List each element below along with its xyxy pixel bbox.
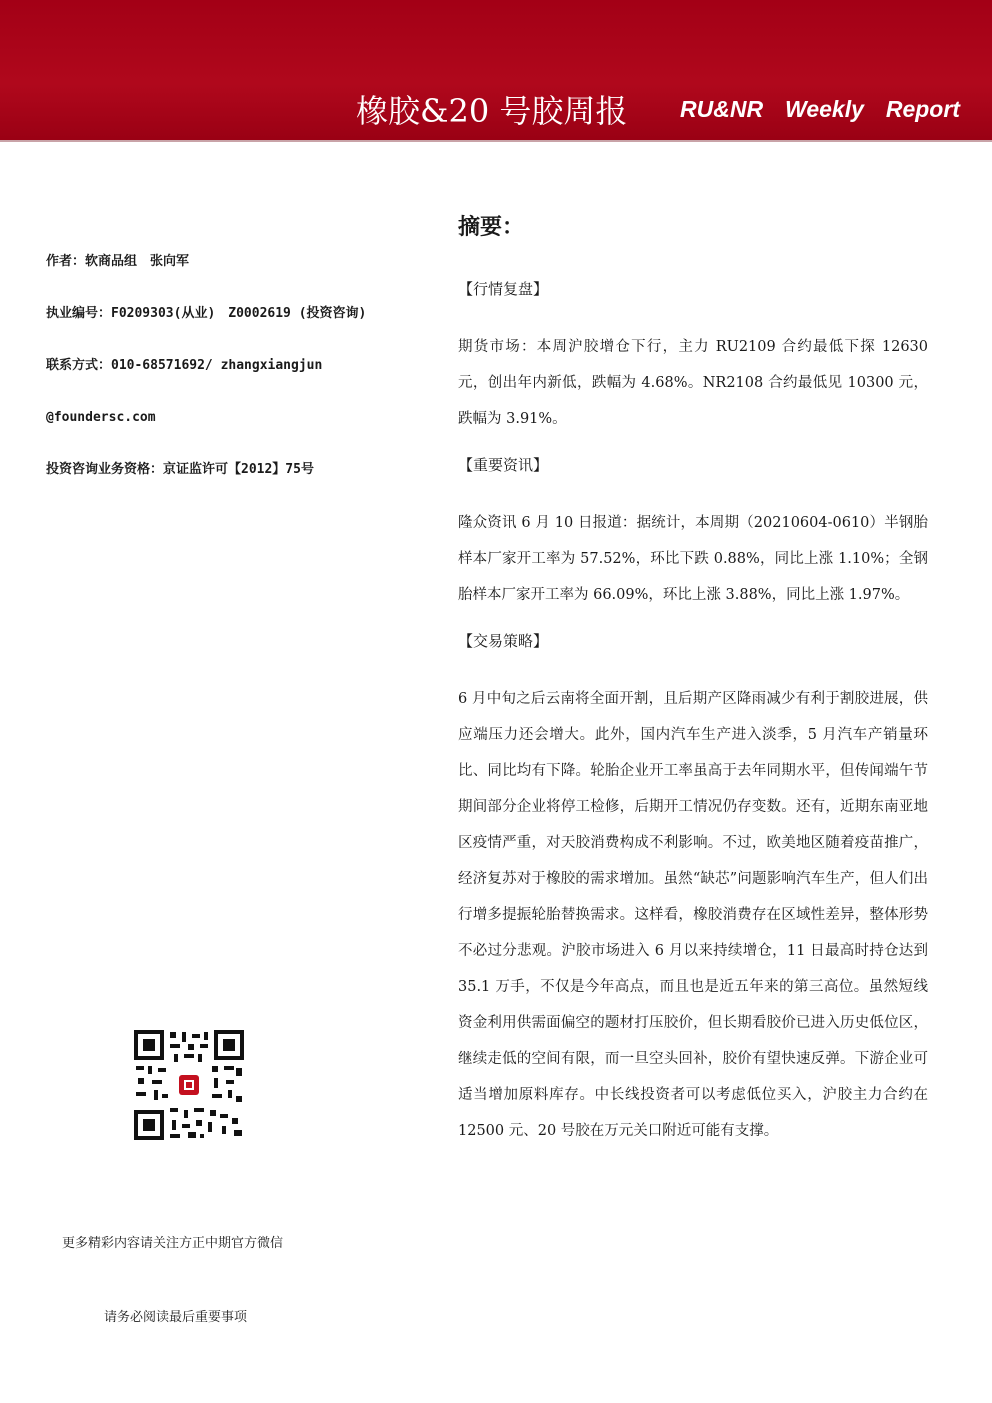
author-line: 作者：软商品组 张向军 [46,254,190,269]
summary-title: 摘要： [458,214,525,240]
section-text-market-review: 期货市场：本周沪胶增仓下行，主力 RU2109 合约最低下探 12630 元，创出年内新低，跌幅为 4.68%。NR2108 合约最低见 10300 元，跌幅为 3.91%。 [458,339,928,427]
title-en-word: RU&NR [680,96,764,122]
qr-logo-icon [179,1075,199,1095]
important-notice: 请务必阅读最后重要事项 [104,1310,248,1325]
author-info [46,252,406,512]
section-text-key-news: 隆众资讯 6 月 10 日报道：据统计，本周期（20210604-0610）半钢胎样本厂家开工率为 57.52%，环比下跌 0.88%，同比上涨 1.10%；全钢胎样本厂家开工率为 66.09%，环比上涨 3.88%，同比上涨 1.97%。 [458,515,928,603]
report-title-cn: 橡胶&20 号胶周报 [356,92,628,130]
summary-column [458,210,928,1167]
header-divider [0,140,992,142]
header-banner [0,0,992,140]
section-heading-market-review: 【行情复盘】 [458,280,549,298]
contact-line: 联系方式：010-68571692/ zhangxiangjun [46,358,323,373]
wechat-qr-code [134,1030,244,1140]
section-text-trading-strategy: 6 月中旬之后云南将全面开割，且后期产区降雨减少有利于割胶进展，供应端压力还会增大。此外，国内汽车生产进入淡季，5 月汽车产销量环比、同比均有下降。轮胎企业开工率虽高于去年同期水平，但传闻端午节期间部分企业将停工检修，后期开工情况仍存变数。还有，近期东南亚地区疫情严重，对天胶消费构成不利影响。不过，欧美地区随着疫苗推广，经济复苏对于橡胶的需求增加。虽然“缺芯”问题影响汽车生产，但人们出行增多提振轮胎替换需求。这样看，橡胶消费存在区域性差异，整体形势不必过分悲观。沪胶市场进入 6 月以来持续增仓，11 日最高时持仓达到 35.1 万手，不仅是今年高点，而且也是近五年来的第三高位。虽然短线资金利用供需面偏空的题材打压胶价，但长期看胶价已进入历史低位区，继续走低的空间有限，而一旦空头回补，胶价有望快速反弹。下游企业可适当增加原料库存。中长线投资者可以考虑低位买入，沪胶主力合约在 12500 元、20 号胶在万元关口附近可能有支撑。 [458,691,928,1139]
section-heading-key-news: 【重要资讯】 [458,456,549,474]
section-heading-trading-strategy: 【交易策略】 [458,632,549,650]
qr-caption: 更多精彩内容请关注方正中期官方微信 [62,1236,284,1251]
email-line: @foundersc.com [46,410,156,425]
qualification-line: 投资咨询业务资格：京证监许可【2012】75号 [46,462,314,477]
title-en-word: Report [885,96,960,122]
license-line: 执业编号：F0209303(从业) Z0002619 (投资咨询) [46,306,367,321]
title-en-word: Weekly [785,96,864,122]
report-title-en [680,96,960,123]
